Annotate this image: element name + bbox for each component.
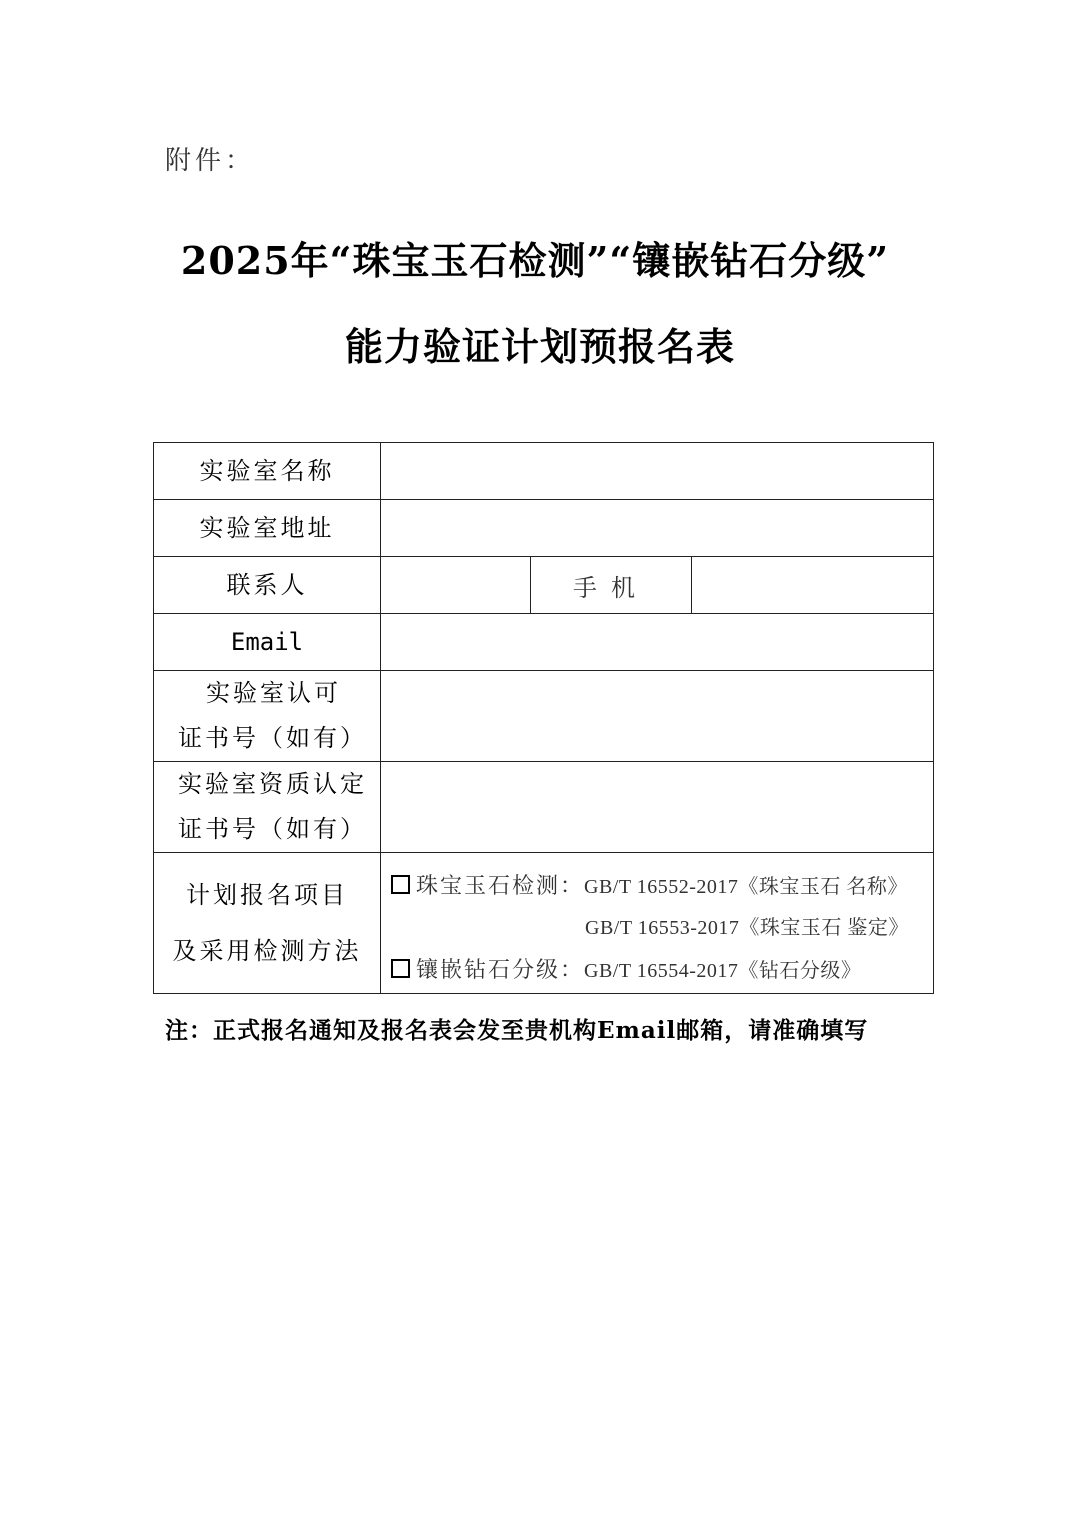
row-lab-name xyxy=(154,443,934,500)
lab-address-field[interactable] xyxy=(381,500,934,557)
row-contact xyxy=(154,557,934,614)
diamond-grading-checkbox[interactable] xyxy=(391,959,410,978)
accreditation-field[interactable] xyxy=(381,671,934,762)
form-title-line-1: 2025年“珠宝玉石检测”“镶嵌钻石分级” xyxy=(180,238,890,283)
qualification-label-line-2: 证书号（如有） xyxy=(178,815,367,843)
contact-label: 联系人 xyxy=(154,557,381,614)
contact-field[interactable] xyxy=(381,557,531,614)
qualification-label xyxy=(154,762,381,853)
project-options xyxy=(381,853,934,994)
row-email xyxy=(154,614,934,671)
project-label-line-2: 及采用检测方法 xyxy=(172,937,362,965)
row-lab-address xyxy=(154,500,934,557)
phone-label: 手机 xyxy=(531,557,692,614)
diamond-grading-category: 镶嵌钻石分级： xyxy=(416,958,585,983)
phone-field[interactable] xyxy=(692,557,934,614)
footnote: 注：正式报名通知及报名表会发至贵机构Email邮箱，请准确填写 xyxy=(165,1017,869,1044)
row-qualification xyxy=(154,762,934,853)
email-field[interactable] xyxy=(381,614,934,671)
diamond-grading-standard: GB/T 16554-2017《钻石分级》 xyxy=(584,960,862,982)
row-projects xyxy=(154,853,934,994)
registration-form-table xyxy=(153,442,934,994)
email-label: Email xyxy=(154,614,381,671)
project-option-gem-testing[interactable] xyxy=(391,869,908,900)
accreditation-label xyxy=(154,671,381,762)
lab-name-field[interactable] xyxy=(381,443,934,500)
gem-testing-standard-2: GB/T 16553-2017《珠宝玉石 鉴定》 xyxy=(585,917,909,939)
row-accreditation xyxy=(154,671,934,762)
gem-testing-category: 珠宝玉石检测： xyxy=(416,874,585,899)
lab-address-label: 实验室地址 xyxy=(154,500,381,557)
qualification-field[interactable] xyxy=(381,762,934,853)
form-title-line-2: 能力验证计划预报名表 xyxy=(344,324,735,369)
accreditation-label-line-1: 实验室认可 xyxy=(206,679,341,707)
project-option-gem-testing-standard-2 xyxy=(585,911,909,940)
gem-testing-checkbox[interactable] xyxy=(391,875,410,894)
gem-testing-standard-1: GB/T 16552-2017《珠宝玉石 名称》 xyxy=(584,876,908,898)
lab-name-label: 实验室名称 xyxy=(154,443,381,500)
accreditation-label-line-2: 证书号（如有） xyxy=(178,724,367,752)
qualification-label-line-1: 实验室资质认定 xyxy=(178,770,367,798)
project-option-diamond-grading[interactable] xyxy=(391,953,861,984)
project-label xyxy=(154,853,381,994)
project-label-line-1: 计划报名项目 xyxy=(186,881,348,909)
attachment-label: 附件： xyxy=(165,146,256,176)
